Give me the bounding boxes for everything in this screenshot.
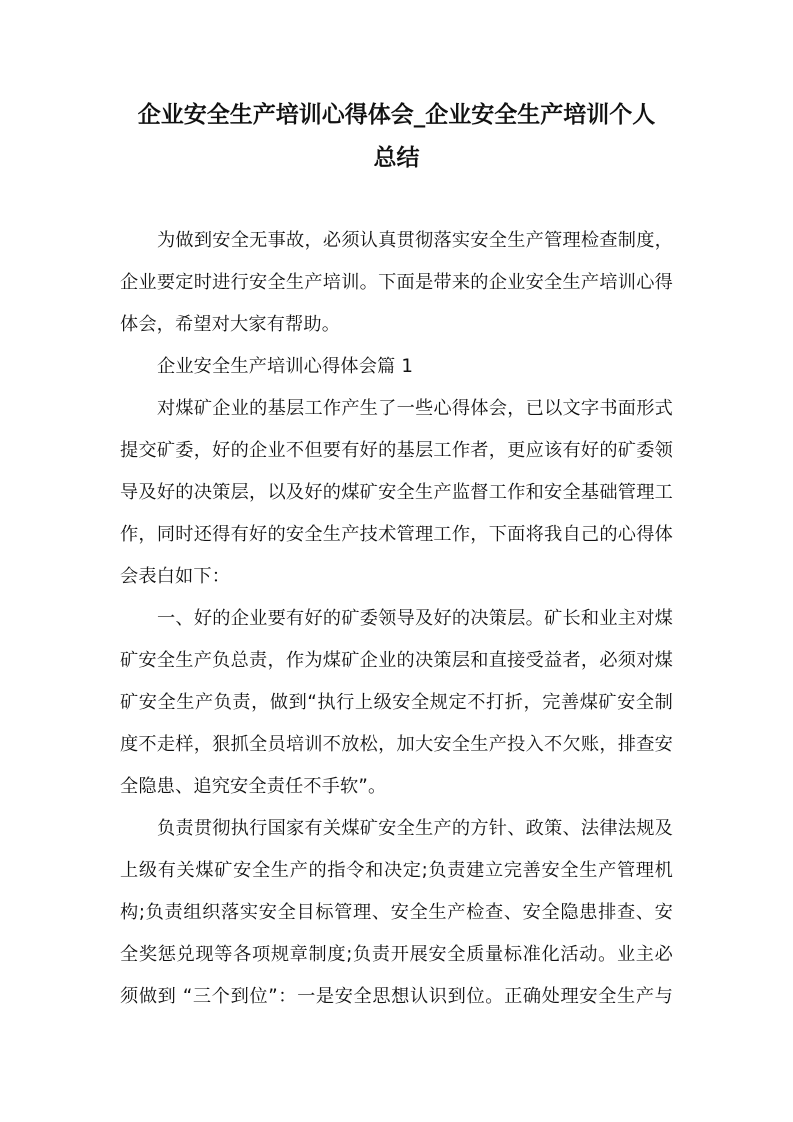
body-line: 须做到 “三个到位”：一是安全思想认识到位。正确处理安全生产与 — [120, 986, 673, 1007]
body-line: 矿安全生产负总责，作为煤矿企业的决策层和直接受益者，必须对煤 — [120, 650, 673, 671]
body-line: 构;负责组织落实安全目标管理、安全生产检查、安全隐患排查、安 — [120, 902, 673, 923]
body-line: 矿安全生产负责，做到“执行上级安全规定不打折，完善煤矿安全制 — [120, 692, 673, 713]
body-line: 全奖惩兑现等各项规章制度;负责开展安全质量标准化活动。业主必 — [120, 944, 673, 965]
body-line: 负责贯彻执行国家有关煤矿安全生产的方针、政策、法律法规及 — [157, 818, 673, 839]
body-line: 导及好的决策层，以及好的煤矿安全生产监督工作和安全基础管理工 — [120, 482, 673, 503]
body-line: 度不走样，狠抓全员培训不放松，加大安全生产投入不欠账，排查安 — [120, 734, 673, 755]
body-line: 会表白如下： — [120, 566, 231, 587]
section-heading: 企业安全生产培训心得体会篇 1 — [157, 356, 414, 377]
body-line: 提交矿委，好的企业不但要有好的基层工作者，更应该有好的矿委领 — [120, 440, 673, 461]
document-title-line-2: 总结 — [373, 145, 420, 171]
document-title-line-1: 企业安全生产培训心得体会_企业安全生产培训个人 — [137, 102, 656, 128]
body-line: 作，同时还得有好的安全生产技术管理工作，下面将我自己的心得体 — [120, 524, 673, 545]
body-line: 上级有关煤矿安全生产的指令和决定;负责建立完善安全生产管理机 — [120, 860, 673, 881]
body-line: 一、好的企业要有好的矿委领导及好的决策层。矿长和业主对煤 — [157, 608, 673, 629]
body-line: 全隐患、追究安全责任不手软”。 — [120, 776, 387, 797]
body-line: 为做到安全无事故，必须认真贯彻落实安全生产管理检查制度， — [157, 230, 673, 251]
body-line: 体会，希望对大家有帮助。 — [120, 314, 341, 335]
body-line: 企业要定时进行安全生产培训。下面是带来的企业安全生产培训心得 — [120, 272, 673, 293]
body-line: 对煤矿企业的基层工作产生了一些心得体会，已以文字书面形式 — [157, 398, 673, 419]
